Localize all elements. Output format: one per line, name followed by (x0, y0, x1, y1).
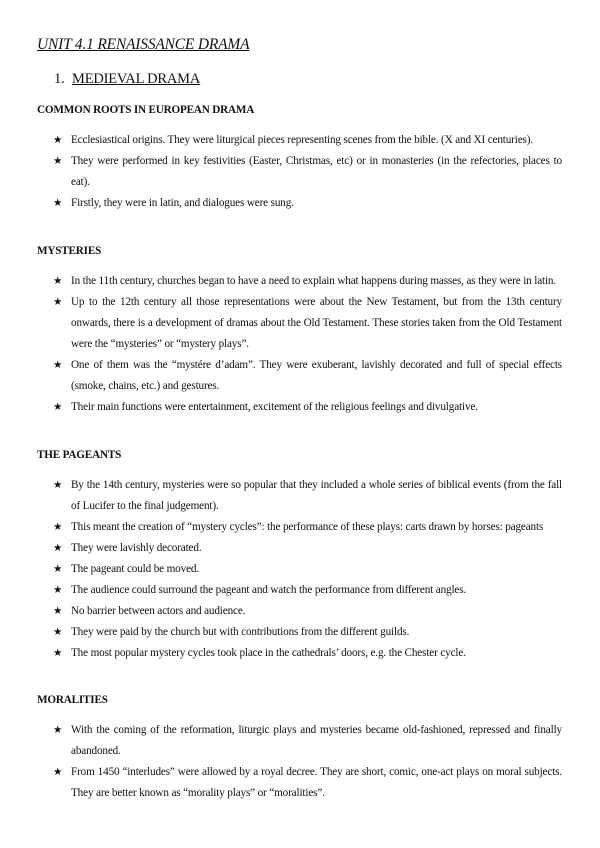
list-item: ★ They were lavishly decorated. (0, 538, 600, 559)
list-moralities (0, 720, 600, 804)
star-bullet-icon: ★ (53, 647, 63, 659)
star-bullet-icon: ★ (53, 766, 63, 778)
star-bullet-icon: ★ (53, 275, 63, 287)
list-item: ★ In the 11th century, churches began to have a need to explain what happens during masses, as they were in latin. (0, 271, 600, 292)
section-title (54, 71, 200, 88)
heading-pageants: THE PAGEANTS (37, 449, 122, 461)
star-bullet-icon: ★ (53, 542, 63, 554)
heading-mysteries: MYSTERIES (37, 245, 102, 257)
unit-title: UNIT 4.1 RENAISSANCE DRAMA (37, 36, 250, 53)
star-bullet-icon: ★ (53, 197, 63, 209)
list-item: ★ Firstly, they were in latin, and dialogues were sung. (0, 193, 600, 214)
section-number: 1. (54, 71, 65, 87)
star-bullet-icon: ★ (53, 296, 63, 308)
list-item: ★ With the coming of the reformation, liturgic plays and mysteries became old-fashioned, repressed and finally abandoned. (0, 720, 600, 762)
star-bullet-icon: ★ (53, 605, 63, 617)
section-title-text: MEDIEVAL DRAMA (72, 71, 201, 87)
list-item: ★ Their main functions were entertainment, excitement of the religious feelings and divulgative. (0, 397, 600, 418)
list-item: ★ The audience could surround the pageant and watch the performance from different angles. (0, 580, 600, 601)
list-item: ★ The pageant could be moved. (0, 559, 600, 580)
star-bullet-icon: ★ (53, 724, 63, 736)
list-item: ★ No barrier between actors and audience. (0, 601, 600, 622)
star-bullet-icon: ★ (53, 155, 63, 167)
list-mysteries (0, 271, 600, 418)
star-bullet-icon: ★ (53, 479, 63, 491)
star-bullet-icon: ★ (53, 584, 63, 596)
star-bullet-icon: ★ (53, 521, 63, 533)
star-bullet-icon: ★ (53, 134, 63, 146)
list-item: ★ They were performed in key festivities (Easter, Christmas, etc) or in monasteries (in the refectories, places to eat). (0, 151, 600, 193)
list-item: ★ The most popular mystery cycles took place in the cathedrals’ doors, e.g. the Chester cycle. (0, 643, 600, 664)
list-common-roots (0, 130, 600, 214)
list-item: ★ This meant the creation of “mystery cycles”: the performance of these plays: carts drawn by horses: pageants (0, 517, 600, 538)
list-item: ★ From 1450 “interludes” were allowed by a royal decree. They are short, comic, one-act plays on moral subjects. They are better known as “morality plays” or “moralities”. (0, 762, 600, 804)
heading-moralities: MORALITIES (37, 694, 108, 706)
list-pageants (0, 475, 600, 664)
star-bullet-icon: ★ (53, 626, 63, 638)
list-item: ★ They were paid by the church but with contributions from the different guilds. (0, 622, 600, 643)
star-bullet-icon: ★ (53, 563, 63, 575)
star-bullet-icon: ★ (53, 359, 63, 371)
list-item: ★ One of them was the “mystére d’adam”. They were exuberant, lavishly decorated and full of special effects (smoke, chains, etc.) and gestures. (0, 355, 600, 397)
list-item: ★ Ecclesiastical origins. They were liturgical pieces representing scenes from the bible. (X and XI centuries). (0, 130, 600, 151)
list-item: ★ By the 14th century, mysteries were so popular that they included a whole series of biblical events (from the fall of Lucifer to the final judgement). (0, 475, 600, 517)
star-bullet-icon: ★ (53, 401, 63, 413)
heading-common-roots: COMMON ROOTS IN EUROPEAN DRAMA (37, 104, 255, 116)
list-item: ★ Up to the 12th century all those representations were about the New Testament, but from the 13th century onwards, there is a development of dramas about the Old Testament. These stories taken from the Old Testament were the “mysteries” or “mystery plays”. (0, 292, 600, 355)
